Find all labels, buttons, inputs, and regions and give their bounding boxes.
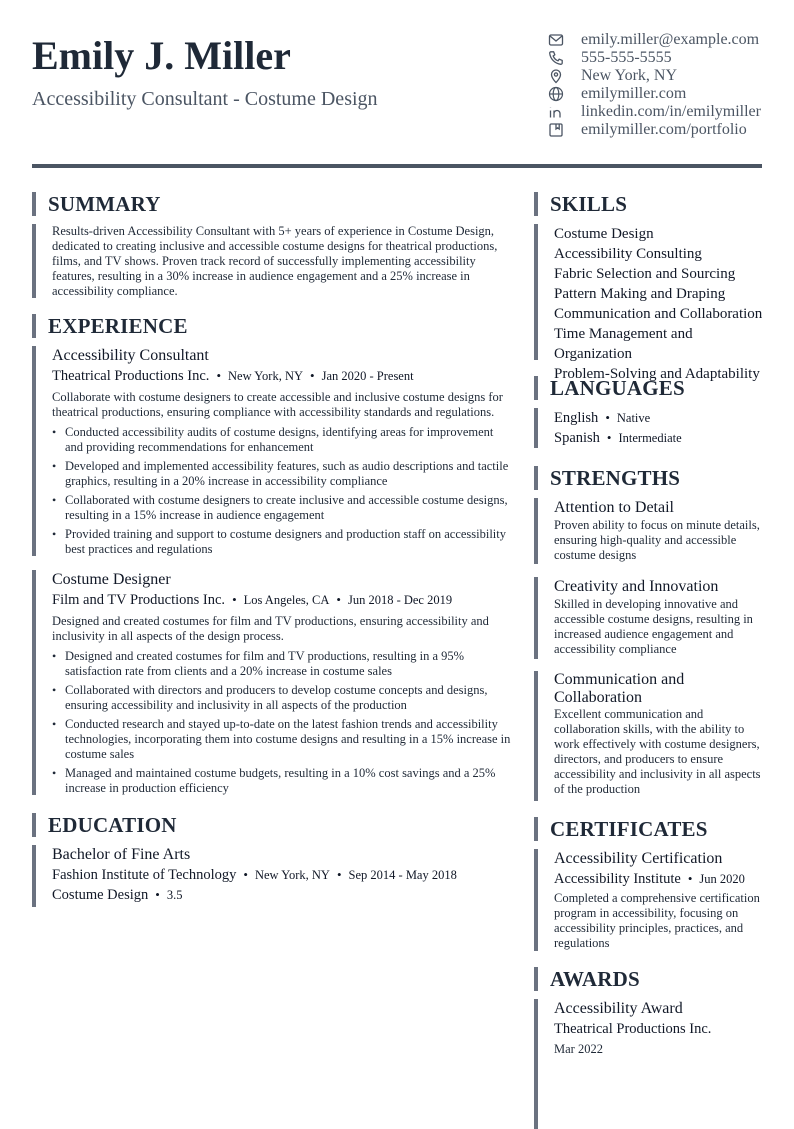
job-dates: Jan 2020 - Present — [321, 369, 414, 383]
languages-heading: LANGUAGES — [534, 376, 766, 400]
job-description: Designed and created costumes for film and TV productions, ensuring accessibility and inclusivity in all aspects of the design process. — [52, 614, 489, 643]
award-issuer: Theatrical Productions Inc. — [554, 1021, 712, 1037]
awards-section — [534, 999, 766, 1129]
awards-heading: AWARDS — [534, 967, 766, 991]
contact-email[interactable] — [548, 31, 788, 49]
list-item: • Developed and implemented accessibility features, such as audio descriptions and tactile graphics, resulting in a 20% increase in accessibility compliance — [65, 459, 512, 489]
contact-email-text: emily.miller@example.com — [581, 31, 760, 48]
education-degree: Bachelor of Fine Arts — [52, 846, 191, 863]
mail-icon — [548, 31, 568, 49]
strength-title: Attention to Detail — [554, 499, 674, 516]
education-location: New York, NY — [254, 868, 330, 882]
strength-title: Creativity and Innovation — [554, 578, 719, 595]
summary-heading: SUMMARY — [32, 192, 512, 216]
bookmark-icon — [548, 121, 568, 139]
certificate-meta: Accessibility Institute • Jun 2020 — [554, 871, 745, 887]
contact-portfolio[interactable] — [548, 121, 788, 139]
list-item: • Provided training and support to costume designers and production staff on accessibility best practices and regulations — [65, 527, 512, 557]
header-divider — [32, 164, 762, 168]
right-column — [534, 190, 766, 1129]
language-level: Native — [616, 411, 651, 425]
education-heading: EDUCATION — [32, 813, 512, 837]
skill-item: Problem-Solving and Adaptability — [554, 366, 760, 382]
strength-text: Excellent communication and collaboration skills, with the ability to work effectively with costume designers, directors, and producers to ensure accessibility and inclusivity in all aspects of the production — [554, 707, 761, 796]
contact-linkedin-text: linkedin.com/in/emilymiller — [581, 103, 761, 120]
job-dates: Jun 2018 - Dec 2019 — [347, 593, 453, 607]
job-location: New York, NY — [228, 369, 304, 383]
experience-heading: EXPERIENCE — [32, 314, 512, 338]
job-role: Costume Designer — [52, 571, 171, 588]
certificate-name: Accessibility Certification — [554, 850, 723, 867]
summary-section — [32, 224, 512, 298]
language-name: Spanish — [554, 430, 600, 446]
contact-location-text: New York, NY — [581, 67, 678, 84]
award-date: Mar 2022 — [554, 1042, 603, 1056]
award-name: Accessibility Award — [554, 1000, 683, 1017]
strength-item — [534, 671, 766, 801]
contact-phone[interactable] — [548, 49, 788, 67]
language-row: Spanish • Intermediate — [554, 430, 682, 446]
left-column — [32, 190, 512, 907]
candidate-title: Accessibility Consultant - Costume Design — [32, 88, 378, 110]
experience-job — [32, 346, 512, 556]
job-company: Theatrical Productions Inc. — [52, 368, 210, 384]
strengths-heading: STRENGTHS — [534, 466, 766, 490]
skill-item: Fabric Selection and Sourcing — [554, 266, 736, 282]
list-item: • Collaborated with directors and producers to develop costume concepts and designs, ensuring accessibility and inclusivity in all aspects of the production — [65, 683, 512, 713]
strength-title: Communication and Collaboration — [554, 671, 685, 706]
job-location: Los Angeles, CA — [243, 593, 330, 607]
job-meta: Theatrical Productions Inc. • New York, NY • Jan 2020 - Present — [52, 368, 414, 384]
skills-section — [534, 224, 766, 382]
list-item: • Conducted research and stayed up-to-date on the latest fashion trends and accessibility technologies, incorporating them into costume designs and resulting in a 15% increase in costume sales — [65, 717, 512, 762]
job-bullets — [52, 425, 512, 557]
skill-item: Pattern Making and Draping — [554, 286, 726, 302]
certificate-date: Jun 2020 — [699, 872, 745, 886]
job-meta: Film and TV Productions Inc. • Los Angeles, CA • Jun 2018 - Dec 2019 — [52, 592, 453, 608]
language-name: English — [554, 410, 599, 426]
education-field-row: Costume Design • 3.5 — [52, 887, 183, 903]
strength-item — [534, 498, 766, 564]
contact-phone-text: 555-555-5555 — [581, 49, 672, 66]
skill-item: Communication and Collaboration — [554, 306, 763, 322]
job-role: Accessibility Consultant — [52, 347, 209, 364]
education-dates: Sep 2014 - May 2018 — [348, 868, 457, 882]
list-item: • Designed and created costumes for film and TV productions, resulting in a 95% satisfaction rate from clients and a 20% increase in costume sales — [65, 649, 512, 679]
candidate-name: Emily J. Miller — [32, 33, 291, 78]
strength-item — [534, 577, 766, 659]
list-item: • Conducted accessibility audits of costume designs, identifying areas for improvement and providing recommendations for enhancement — [65, 425, 512, 455]
summary-text: Results-driven Accessibility Consultant with 5+ years of experience in Costume Design, dedicated to creating inclusive and accessible costume designs for theatrical productions, films, and TV shows. Proven track record of successfully implementing accessibility features, resulting in a 30% increase in audience engagement and a 25% increase in accessibility compliance. — [52, 224, 498, 298]
contact-portfolio-text: emilymiller.com/portfolio — [581, 121, 747, 138]
list-item: • Managed and maintained costume budgets, resulting in a 10% cost savings and a 25% increase in production efficiency — [65, 766, 512, 796]
skills-heading: SKILLS — [534, 192, 766, 216]
contact-location — [548, 67, 788, 85]
certificates-section — [534, 849, 766, 951]
contact-linkedin[interactable] — [548, 103, 788, 121]
education-school: Fashion Institute of Technology — [52, 867, 237, 883]
skill-item: Time Management and Organization — [554, 326, 693, 362]
job-bullets — [52, 649, 512, 796]
contact-website[interactable] — [548, 85, 788, 103]
contact-website-text: emilymiller.com — [581, 85, 687, 102]
education-gpa: 3.5 — [166, 888, 183, 902]
education-field: Costume Design — [52, 887, 149, 903]
strength-text: Skilled in developing innovative and accessible costume designs, resulting in increased audience engagement and accessibility compliance — [554, 597, 753, 656]
certificate-text: Completed a comprehensive certification program in accessibility, focusing on accessibility principles, practices, and regulations — [554, 891, 760, 950]
skill-item: Costume Design — [554, 226, 654, 242]
globe-icon — [548, 85, 568, 103]
job-company: Film and TV Productions Inc. — [52, 592, 226, 608]
education-section — [32, 845, 512, 907]
location-pin-icon — [548, 67, 568, 85]
education-meta: Fashion Institute of Technology • New York, NY • Sep 2014 - May 2018 — [52, 867, 457, 883]
language-level: Intermediate — [618, 431, 682, 445]
strength-text: Proven ability to focus on minute details, ensuring high-quality and accessible costume designs — [554, 518, 760, 562]
certificate-issuer: Accessibility Institute — [554, 871, 681, 887]
contact-list — [548, 31, 788, 139]
linkedin-icon — [548, 103, 568, 121]
job-description: Collaborate with costume designers to create accessible and inclusive costume designs for theatrical productions, ensuring compliance with accessibility standards and regulations. — [52, 390, 503, 419]
list-item: • Collaborated with costume designers to create inclusive and accessible costume designs, resulting in a 15% increase in audience engagement — [65, 493, 512, 523]
phone-icon — [548, 49, 568, 67]
certificates-heading: CERTIFICATES — [534, 817, 766, 841]
skill-item: Accessibility Consulting — [554, 246, 702, 262]
languages-section — [534, 408, 766, 448]
language-row: English • Native — [554, 410, 651, 426]
experience-job — [32, 570, 512, 795]
